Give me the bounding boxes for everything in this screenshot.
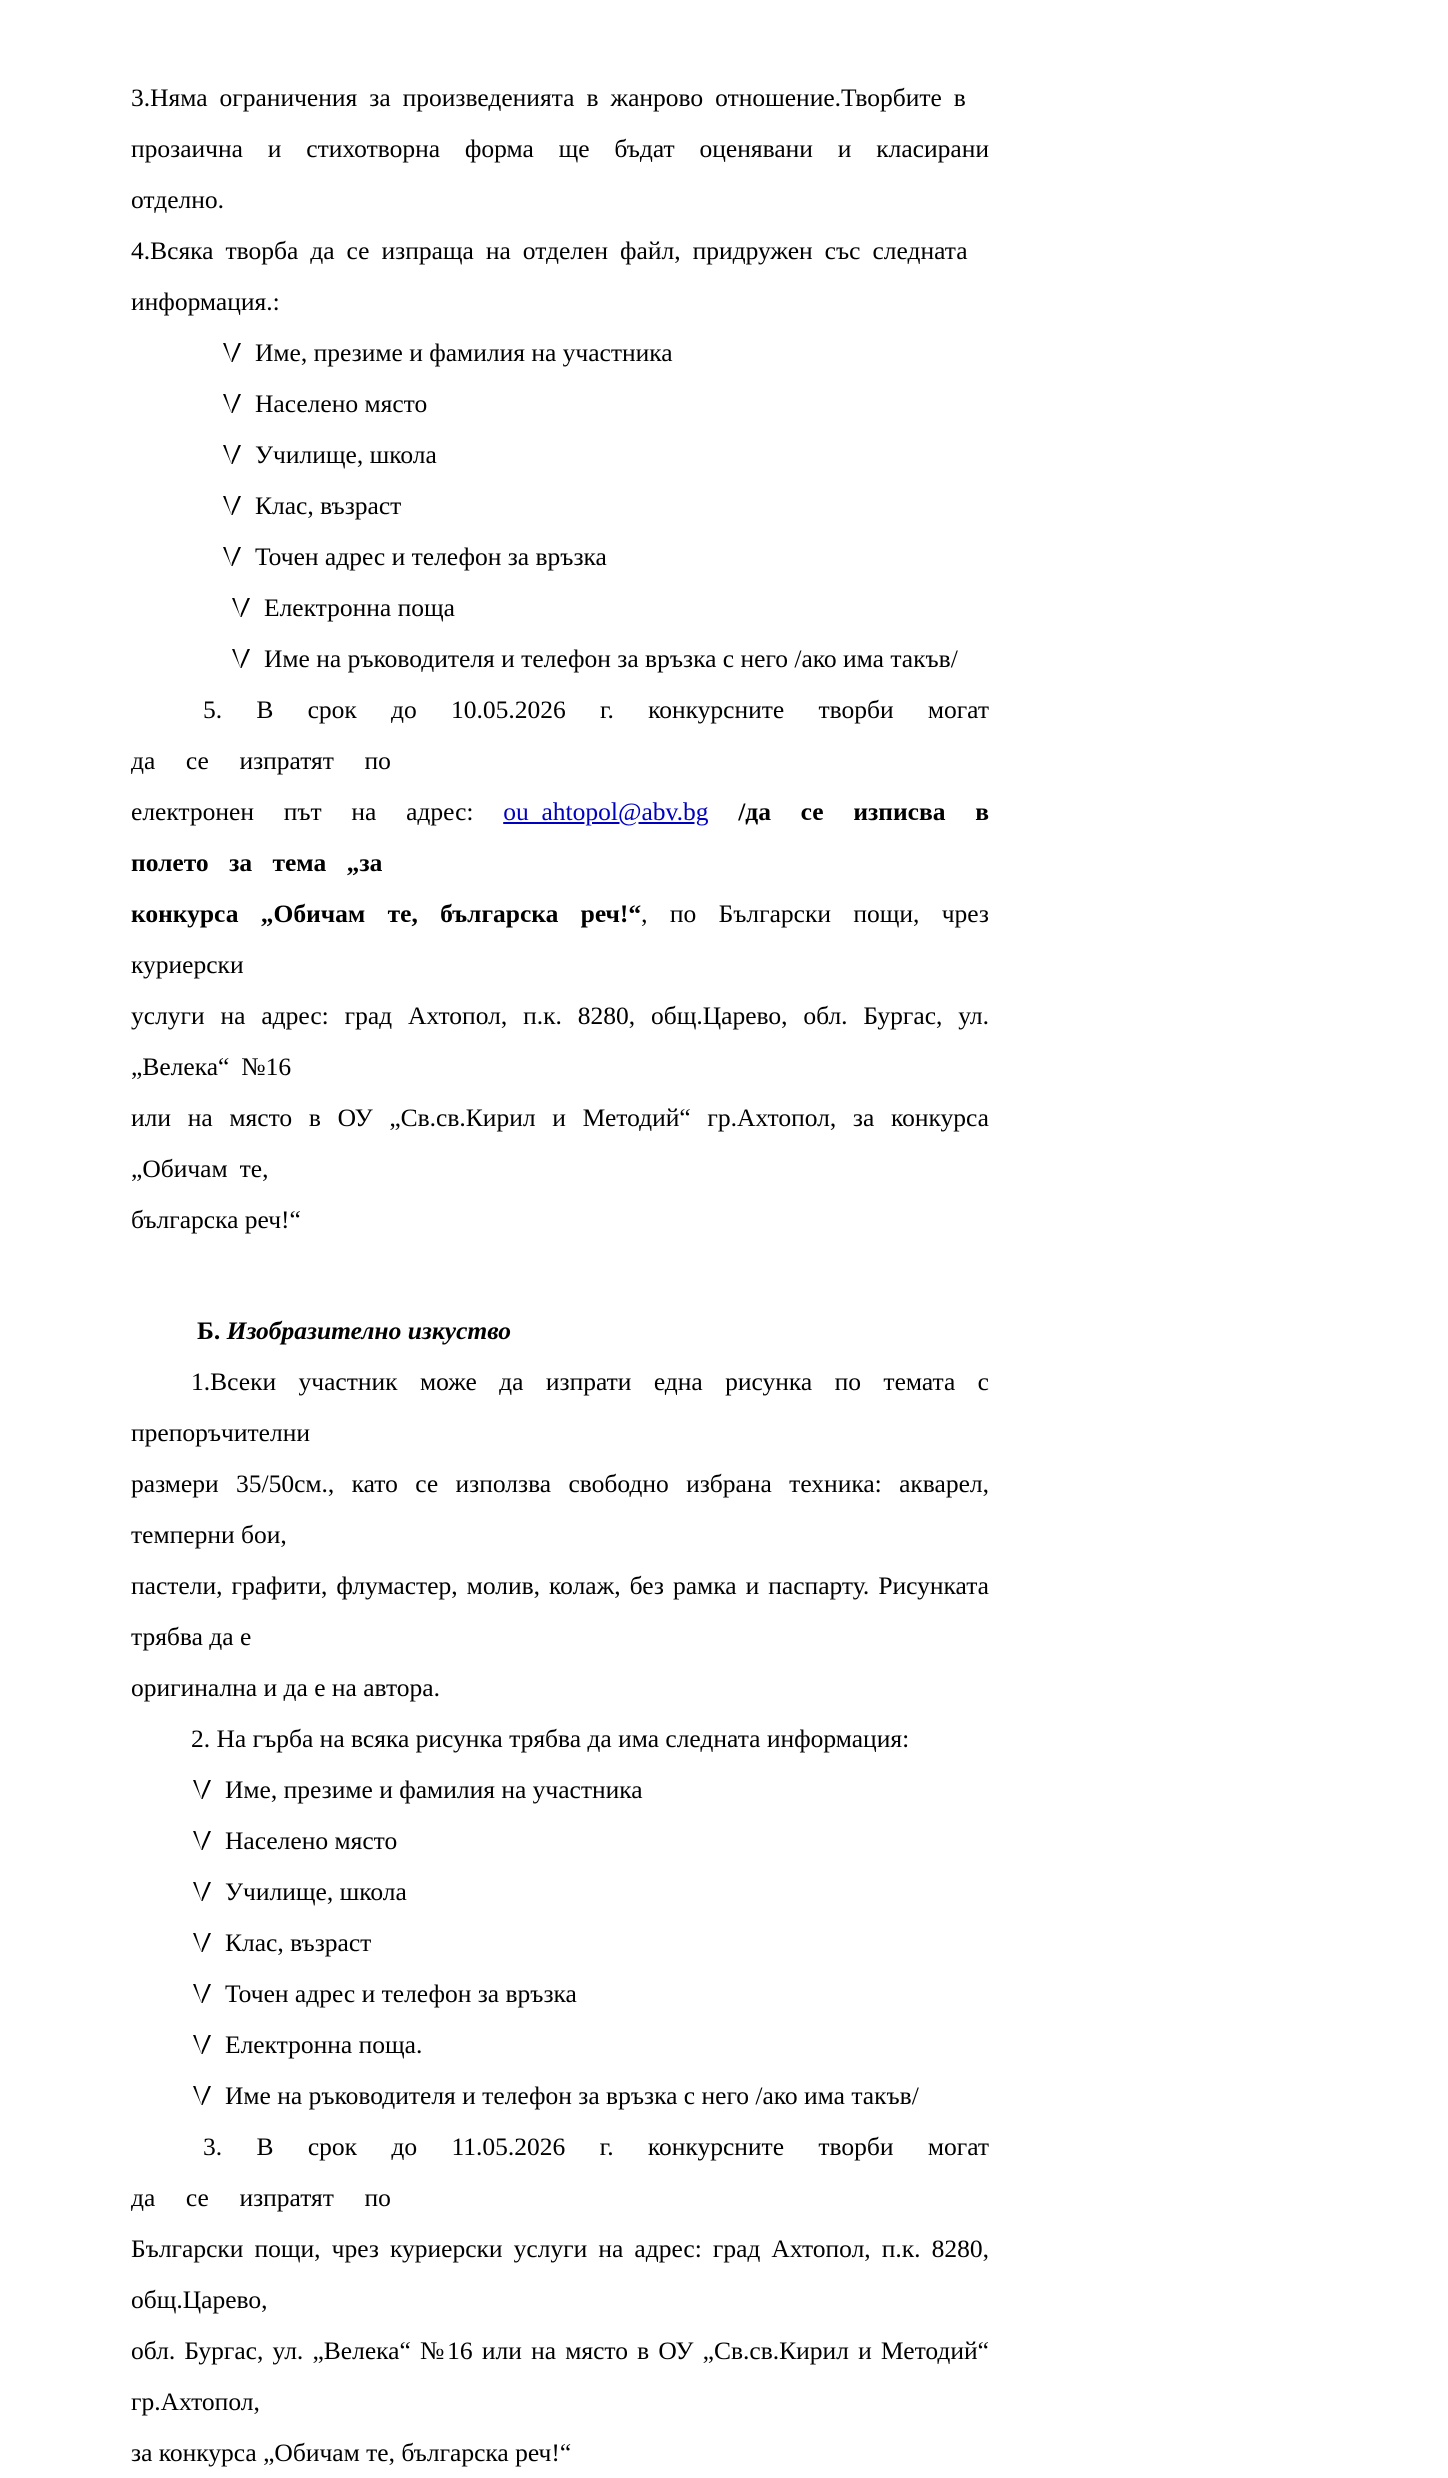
list-item xyxy=(191,1815,989,1866)
list-item-label: Електронна поща. xyxy=(225,2030,423,2059)
paragraph-a-item5 xyxy=(131,684,989,1245)
list-item xyxy=(191,1917,989,1968)
list-item-label: Клас, възраст xyxy=(225,1928,372,1957)
section-gap xyxy=(131,1245,989,1305)
paragraph-a-item5-line1: 5. В срок до 10.05.2026 г. конкурсните творби могат да се изпратят по xyxy=(131,695,989,775)
chevron-down-bullet-icon xyxy=(191,1764,217,1815)
paragraph-a-item5-line5: или на място в ОУ „Св.св.Кирил и Методий“ гр.Ахтопол, за конкурса „Обичам те, xyxy=(131,1103,989,1183)
paragraph-a-item5-line3 xyxy=(131,888,989,990)
chevron-down-bullet-icon xyxy=(230,582,256,633)
section-b-letter: Б. xyxy=(197,1316,221,1345)
list-item-label: Електронна поща xyxy=(264,593,455,622)
list-item xyxy=(191,2019,989,2070)
chevron-down-bullet-icon xyxy=(191,1866,217,1917)
list-item-label: Училище, школа xyxy=(255,440,437,469)
section-b-heading xyxy=(131,1305,989,1356)
paragraph-b-item1-line3: пастели, графити, флумастер, молив, колаж, без рамка и паспарту. Рисунката трябва да е xyxy=(131,1571,989,1651)
list-item xyxy=(221,480,989,531)
list-item-label: Име на ръководителя и телефон за връзка с него /ако има такъв/ xyxy=(225,2081,919,2110)
list-item-label: Населено място xyxy=(225,1826,398,1855)
list-item-label: Име, презиме и фамилия на участника xyxy=(225,1775,643,1804)
list-item xyxy=(221,378,989,429)
chevron-down-bullet-icon xyxy=(230,633,256,684)
list-item xyxy=(221,429,989,480)
list-item-label: Точен адрес и телефон за връзка xyxy=(225,1979,577,2008)
paragraph-a-item5-line2-prefix: електронен път на адрес: xyxy=(131,797,504,826)
chevron-down-bullet-icon xyxy=(221,378,247,429)
paragraph-b-item1-line1: 1.Всеки участник може да изпрати една рисунка по темата с препоръчителни xyxy=(131,1367,989,1447)
paragraph-b-item3-line3: обл. Бургас, ул. „Велека“ №16 или на място в ОУ „Св.св.Кирил и Методий“ гр.Ахтопол, xyxy=(131,2336,989,2416)
paragraph-a-item4-line2: информация.: xyxy=(131,287,280,316)
paragraph-b-item1-line2: размери 35/50см., като се използва свободно избрана техника: акварел, темперни бои, xyxy=(131,1469,989,1549)
paragraph-a-item4 xyxy=(131,225,989,327)
list-item xyxy=(230,633,989,684)
paragraph-a-item5-line2-bold: /да се изписва в полето за тема „за xyxy=(131,797,989,877)
chevron-down-bullet-icon xyxy=(191,1917,217,1968)
contest-name-bold: конкурса „Обичам те, българска реч!“ xyxy=(131,899,642,928)
chevron-down-bullet-icon xyxy=(221,327,247,378)
paragraph-a-item3-line2: прозаична и стихотворна форма ще бъдат оценявани и класирани отделно. xyxy=(131,134,989,214)
chevron-down-bullet-icon xyxy=(221,480,247,531)
paragraph-b-item3-line2: Български пощи, чрез куриерски услуги на адрес: град Ахтопол, п.к. 8280, общ.Царево, xyxy=(131,2234,989,2314)
bullet-list-section-b xyxy=(131,1764,989,2121)
paragraph-a-item5-line2 xyxy=(131,786,989,888)
list-item xyxy=(221,531,989,582)
list-item-label: Точен адрес и телефон за връзка xyxy=(255,542,607,571)
chevron-down-bullet-icon xyxy=(191,2019,217,2070)
list-item-label: Име, презиме и фамилия на участника xyxy=(255,338,673,367)
paragraph-b-item1-line4: оригинална и да е на автора. xyxy=(131,1673,440,1702)
email-link[interactable]: ou_ahtopol@abv.bg xyxy=(503,797,709,826)
list-item-label: Клас, възраст xyxy=(255,491,402,520)
paragraph-a-item3-line1: 3.Няма ограничения за произведенията в жанрово отношение.Творбите в xyxy=(131,83,966,112)
chevron-down-bullet-icon xyxy=(191,1968,217,2019)
paragraph-a-item5-line4: услуги на адрес: град Ахтопол, п.к. 8280, общ.Царево, обл. Бургас, ул. „Велека“ №16 xyxy=(131,1001,989,1081)
list-item-label: Име на ръководителя и телефон за връзка с него /ако има такъв/ xyxy=(264,644,958,673)
paragraph-b-item3-line1: 3. В срок до 11.05.2026 г. конкурсните творби могат да се изпратят по xyxy=(131,2132,989,2212)
document-body xyxy=(131,72,989,2478)
paragraph-b-item3 xyxy=(131,2121,989,2478)
list-item xyxy=(191,1968,989,2019)
bullet-list-section-a xyxy=(131,327,989,684)
chevron-down-bullet-icon xyxy=(221,531,247,582)
list-item xyxy=(230,582,989,633)
paragraph-b-item2: 2. На гърба на всяка рисунка трябва да има следната информация: xyxy=(191,1724,910,1753)
list-item xyxy=(221,327,989,378)
paragraph-a-item5-line6: българска реч!“ xyxy=(131,1205,301,1234)
chevron-down-bullet-icon xyxy=(191,1815,217,1866)
list-item xyxy=(191,1764,989,1815)
paragraph-a-item4-line1: 4.Всяка творба да се изпраща на отделен файл, придружен със следната xyxy=(131,236,968,265)
paragraph-b-item1 xyxy=(131,1356,989,1713)
list-item xyxy=(191,2070,989,2121)
paragraph-a-item3 xyxy=(131,72,989,225)
chevron-down-bullet-icon xyxy=(221,429,247,480)
paragraph-b-item3-line4: за конкурса „Обичам те, българска реч!“ xyxy=(131,2438,572,2467)
list-item xyxy=(191,1866,989,1917)
paragraph-a-item5-line3-rest: , по Български пощи, чрез куриерски xyxy=(131,899,989,979)
list-item-label: Населено място xyxy=(255,389,428,418)
chevron-down-bullet-icon xyxy=(191,2070,217,2121)
section-b-title: Изобразително изкуство xyxy=(226,1316,512,1345)
list-item-label: Училище, школа xyxy=(225,1877,407,1906)
